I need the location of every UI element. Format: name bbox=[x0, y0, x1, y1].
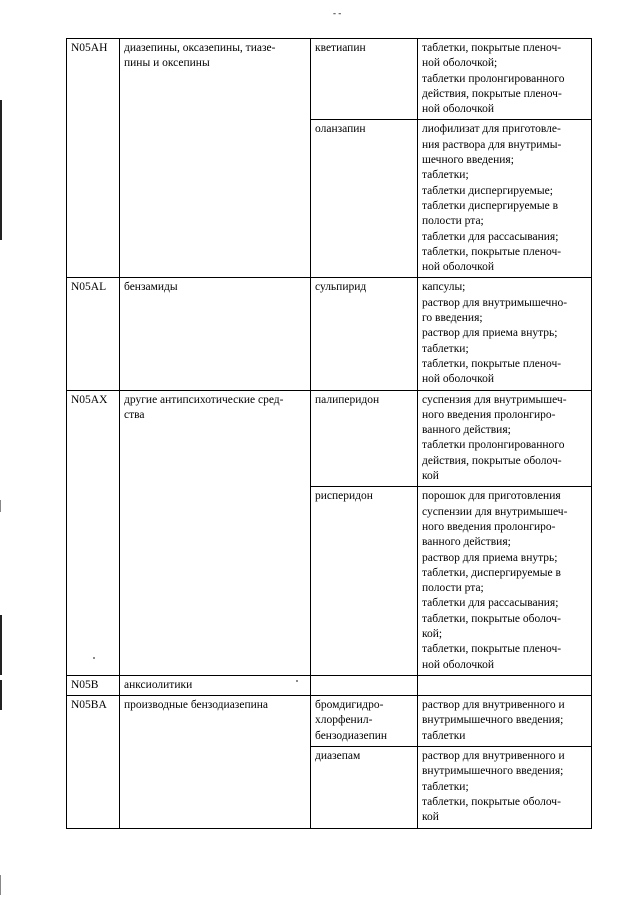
drug-name-cell bbox=[311, 487, 418, 676]
atc-code-cell bbox=[67, 390, 120, 675]
dosage-form: раствор для внутримышечно- bbox=[422, 296, 568, 309]
drug-name-cell bbox=[311, 39, 418, 120]
dosage-forms-cell bbox=[418, 278, 592, 390]
dosage-form: раствор для приема внутрь; bbox=[422, 327, 558, 340]
atc-code: N05BA bbox=[71, 699, 107, 712]
drug-name: бензодиазепин bbox=[315, 729, 388, 742]
dosage-forms-cell bbox=[418, 747, 592, 828]
dosage-form: таблетки; bbox=[422, 342, 469, 355]
dosage-form: действия, покрытые оболоч- bbox=[422, 454, 562, 467]
atc-code-cell bbox=[67, 39, 120, 278]
table-row bbox=[67, 278, 592, 390]
group-cell bbox=[120, 390, 311, 675]
dosage-form: таблетки bbox=[422, 729, 466, 742]
dosage-form: раствор для приема внутрь; bbox=[422, 551, 558, 564]
atc-code: N05B bbox=[71, 678, 99, 691]
drug-name: диазепам bbox=[315, 750, 361, 763]
group-name: ства bbox=[124, 408, 145, 421]
dosage-form: таблетки пролонгированного bbox=[422, 72, 565, 85]
table-row bbox=[67, 675, 592, 695]
group-name: диазепины, оксазепины, тиазе- bbox=[124, 42, 276, 54]
dosage-form: таблетки, покрытые пленоч- bbox=[422, 643, 562, 656]
drug-table bbox=[66, 38, 592, 829]
dosage-form: раствор для внутривенного и bbox=[422, 750, 565, 763]
dosage-form: таблетки диспергируемые в bbox=[422, 199, 559, 212]
drug-name: сульпирид bbox=[315, 281, 367, 294]
drug-name-cell bbox=[311, 696, 418, 747]
group-name: бензамиды bbox=[124, 281, 178, 294]
dosage-form: полости рта; bbox=[422, 582, 484, 595]
atc-code: N05AX bbox=[71, 393, 108, 406]
dosage-forms-cell bbox=[418, 120, 592, 278]
page-marker: - - bbox=[333, 8, 342, 18]
group-name: производные бензодиазепина bbox=[124, 699, 269, 712]
dosage-form: ванного действия; bbox=[422, 536, 511, 549]
table-row bbox=[67, 696, 592, 747]
dosage-forms-cell bbox=[418, 487, 592, 676]
dosage-form: таблетки; bbox=[422, 780, 469, 793]
group-name: пины и оксепины bbox=[124, 57, 210, 70]
dosage-form: внутримышечного введения; bbox=[422, 714, 564, 727]
dosage-form: таблетки, покрытые оболоч- bbox=[422, 795, 561, 808]
group-cell bbox=[120, 278, 311, 390]
dosage-form: таблетки; bbox=[422, 169, 469, 182]
atc-code: N05AL bbox=[71, 281, 107, 294]
drug-name: бромдигидро- bbox=[315, 699, 384, 712]
atc-code-cell bbox=[67, 696, 120, 828]
dosage-form: капсулы; bbox=[422, 281, 466, 294]
dosage-form: таблетки, покрытые оболоч- bbox=[422, 612, 561, 625]
dosage-forms-cell bbox=[418, 696, 592, 747]
drug-name: рисперидон bbox=[315, 490, 373, 503]
atc-code-cell bbox=[67, 278, 120, 390]
group-cell bbox=[120, 696, 311, 828]
dosage-form: таблетки, диспергируемые в bbox=[422, 566, 561, 579]
group-cell bbox=[120, 675, 311, 695]
scan-edge-mark bbox=[0, 875, 1, 895]
table-row bbox=[67, 39, 592, 120]
scan-edge-mark bbox=[0, 615, 2, 675]
scan-edge-mark bbox=[0, 680, 2, 710]
group-name: другие антипсихотические сред- bbox=[124, 393, 284, 406]
dosage-form: кой bbox=[422, 470, 439, 483]
dosage-form: кой bbox=[422, 811, 439, 824]
dosage-form: го введения; bbox=[422, 312, 483, 325]
drug-name: кветиапин bbox=[315, 42, 366, 54]
dosage-form: действия, покрытые пленоч- bbox=[422, 87, 562, 100]
group-name: анксиолитики bbox=[124, 678, 193, 691]
drug-name-cell bbox=[311, 390, 418, 487]
dosage-form: ной оболочкой bbox=[422, 658, 495, 671]
dosage-form: раствор для внутривенного и bbox=[422, 699, 565, 712]
dosage-form: ной оболочкой; bbox=[422, 57, 498, 70]
dosage-form: суспензии для внутримышеч- bbox=[422, 505, 568, 518]
dosage-form: таблетки диспергируемые; bbox=[422, 184, 553, 197]
drug-table-body bbox=[67, 39, 592, 829]
drug-name-cell bbox=[311, 120, 418, 278]
dosage-form: шечного введения; bbox=[422, 154, 514, 167]
dosage-forms-cell bbox=[418, 390, 592, 487]
dosage-form: ной оболочкой bbox=[422, 103, 495, 116]
dosage-form: полости рта; bbox=[422, 215, 484, 228]
dosage-form: таблетки пролонгированного bbox=[422, 439, 565, 452]
drug-name: палиперидон bbox=[315, 393, 380, 406]
dosage-form: порошок для приготовления bbox=[422, 490, 561, 503]
dosage-form: ной оболочкой bbox=[422, 261, 495, 274]
dosage-form: суспензия для внутримышеч- bbox=[422, 393, 567, 406]
scan-edge-mark bbox=[0, 100, 2, 240]
dosage-form: таблетки, покрытые пленоч- bbox=[422, 357, 562, 370]
atc-code-cell bbox=[67, 675, 120, 695]
dosage-form: таблетки, покрытые пленоч- bbox=[422, 42, 562, 54]
table-row bbox=[67, 390, 592, 487]
drug-name: оланзапин bbox=[315, 123, 366, 136]
dosage-form: ванного действия; bbox=[422, 424, 511, 437]
group-cell bbox=[120, 39, 311, 278]
drug-name: хлорфенил- bbox=[315, 714, 373, 727]
dosage-form: ного введения пролонгиро- bbox=[422, 408, 556, 421]
dosage-form: таблетки для рассасывания; bbox=[422, 597, 559, 610]
dosage-form: таблетки для рассасывания; bbox=[422, 230, 559, 243]
dosage-form: ной оболочкой bbox=[422, 373, 495, 386]
dosage-form: внутримышечного введения; bbox=[422, 765, 564, 778]
dosage-forms-cell bbox=[418, 675, 592, 695]
drug-name-cell bbox=[311, 747, 418, 828]
dosage-form: ного введения пролонгиро- bbox=[422, 520, 556, 533]
dosage-form: таблетки, покрытые пленоч- bbox=[422, 245, 562, 258]
dosage-forms-cell bbox=[418, 39, 592, 120]
dosage-form: лиофилизат для приготовле- bbox=[422, 123, 561, 136]
drug-name-cell bbox=[311, 278, 418, 390]
atc-code: N05AH bbox=[71, 42, 108, 54]
drug-name-cell bbox=[311, 675, 418, 695]
scan-edge-mark bbox=[0, 500, 1, 512]
dosage-form: кой; bbox=[422, 627, 443, 640]
dosage-form: ния раствора для внутримы- bbox=[422, 138, 562, 151]
